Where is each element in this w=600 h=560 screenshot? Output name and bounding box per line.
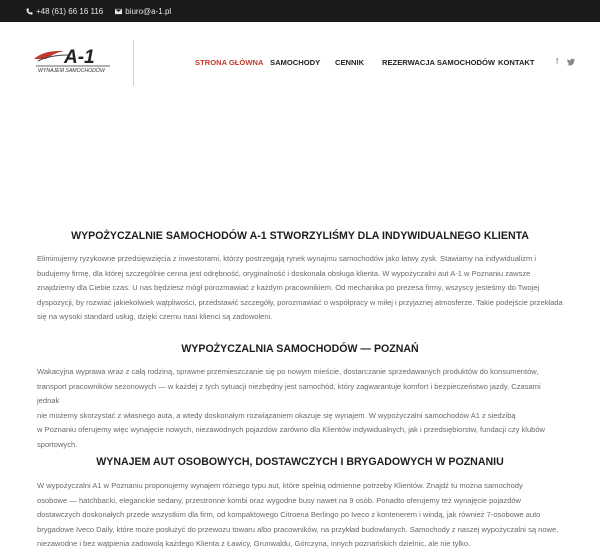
top-bar <box>0 0 600 22</box>
para-line: w Poznaniu oferujemy więc wynajęcie nowych, niezawodnych pojazdów zarówno dla Klientów indywidualnych, jak i przedsiębiorstw, fundacji czy klubów <box>37 425 545 435</box>
phone-icon <box>26 8 33 15</box>
para-line: brygadowe Iveco Daily, które może posłużyć do przewozu towaru albo pracowników, na przykład budowlanych. Samochody z naszej wypożyczalni są nowe, <box>37 524 559 534</box>
para-line: Eliminujemy ryzykowne przedsięwzięcia z inwestorami, którzy postrzegają rynek wynajmu samochodów jako łatwy zysk. Stawiamy na indywidualizm i <box>37 254 537 263</box>
para-line: Wakacyjna wyprawa wraz z całą rodziną, sprawne przemieszczanie się po nowym mieście, dostarczanie sprzedawanych produktów do konsumentów, <box>37 367 539 376</box>
nav-pricing[interactable]: CENNIK <box>335 58 365 67</box>
para-line: dostawczych doskonałych przede wszystkim dla firm, od kompaktowego Citroena Berlingo po Iveco z kontenerem i windą, jak również 7-osobowe auto <box>37 510 541 520</box>
para-line: nie możemy skorzystać z własnego auta, a wtedy doskonałym rozwiązaniem okazuje się wynajem. W wypożyczalni samochodów A1 z siedzibą <box>37 410 516 420</box>
section-paragraph-1 <box>37 252 563 325</box>
para-line: sportowych. <box>37 439 78 449</box>
a1-logo[interactable] <box>30 42 112 74</box>
nav-home[interactable]: STRONA GŁÓWNA <box>195 58 264 67</box>
nav-contact[interactable]: KONTAKT <box>498 58 535 67</box>
section-paragraph-2 <box>37 365 563 453</box>
twitter-icon[interactable] <box>567 58 575 66</box>
para-line: dyspozycji, by rozwiać jakiekolwiek wątpliwości, przedstawić szczegóły, porozmawiać o współpracy w miłej i przyjaznej atmosferze. Takie podejście przekłada <box>37 297 563 307</box>
site-header <box>0 22 600 104</box>
section-heading-2: WYPOŻYCZALNIA SAMOCHODÓW — POZNAŃ <box>181 343 419 355</box>
email-address: biuro@a-1.pl <box>125 6 172 16</box>
email-contact[interactable] <box>115 7 171 16</box>
logo-mark: A-1 <box>64 47 95 68</box>
envelope-icon <box>115 8 122 15</box>
phone-contact[interactable] <box>26 7 103 16</box>
para-line: W wypożyczalni A1 w Poznaniu proponujemy wynajem różnego typu aut, które spełnią odmienne potrzeby Klientów. Znajdź tu można samochody <box>37 481 523 490</box>
section-heading-1: WYPOŻYCZALNIE SAMOCHODÓW A-1 STWORZYLIŚMY DLA INDYWIDUALNEGO KLIENTA <box>71 230 529 242</box>
para-line: budujemy firmę, dla której szczególnie cenna jest odrębność, oryginalność i doskonała obsługa klienta. W wypożyczalni aut A-1 w Poznaniu zawsze <box>37 268 531 278</box>
para-line: niezawodne i bez wątpienia zadowolą każdego Klienta z Ławicy, Grunwaldu, Górczyna, innych poznańskich dzielnic, ale nie tylko. <box>37 539 471 549</box>
section-heading-3: WYNAJEM AUT OSOBOWYCH, DOSTAWCZYCH I BRYGADOWYCH W POZNANIU <box>96 456 504 468</box>
facebook-icon[interactable]: f <box>556 57 559 66</box>
nav-cars[interactable]: SAMOCHODY <box>270 58 321 67</box>
para-line: osobowe — hatchbacki, eleganckie sedany, przestronne kombi oraz wygodne busy nawet na 9 osób. Ponadto oferujemy też wynajęcie pojazdów <box>37 495 521 505</box>
section-paragraph-3 <box>37 479 563 552</box>
header-divider <box>133 40 134 86</box>
para-line: się na wysoki standard usług, dzięki czemu nasi klienci są zadowoleni. <box>37 312 273 322</box>
para-line: znajdziemy dla Ciebie czas. U nas będziesz mógł porozmawiać z każdym pracownikiem. Od mechanika po prezesa firmy, wszyscy jesteśmy do Twojej <box>37 283 540 293</box>
nav-reservation[interactable]: REZERWACJA SAMOCHODÓW <box>382 58 496 67</box>
logo-subtitle: WYNAJEM SAMOCHODÓW <box>38 68 105 74</box>
phone-number: +48 (61) 66 16 116 <box>36 6 104 16</box>
para-line: transport pracowników sezonowych — w każdej z tych sytuacji niezbędny jest samochód, który zagwarantuje komfort i bezpieczeństwo jazdy. Czasami jednak <box>37 381 541 406</box>
